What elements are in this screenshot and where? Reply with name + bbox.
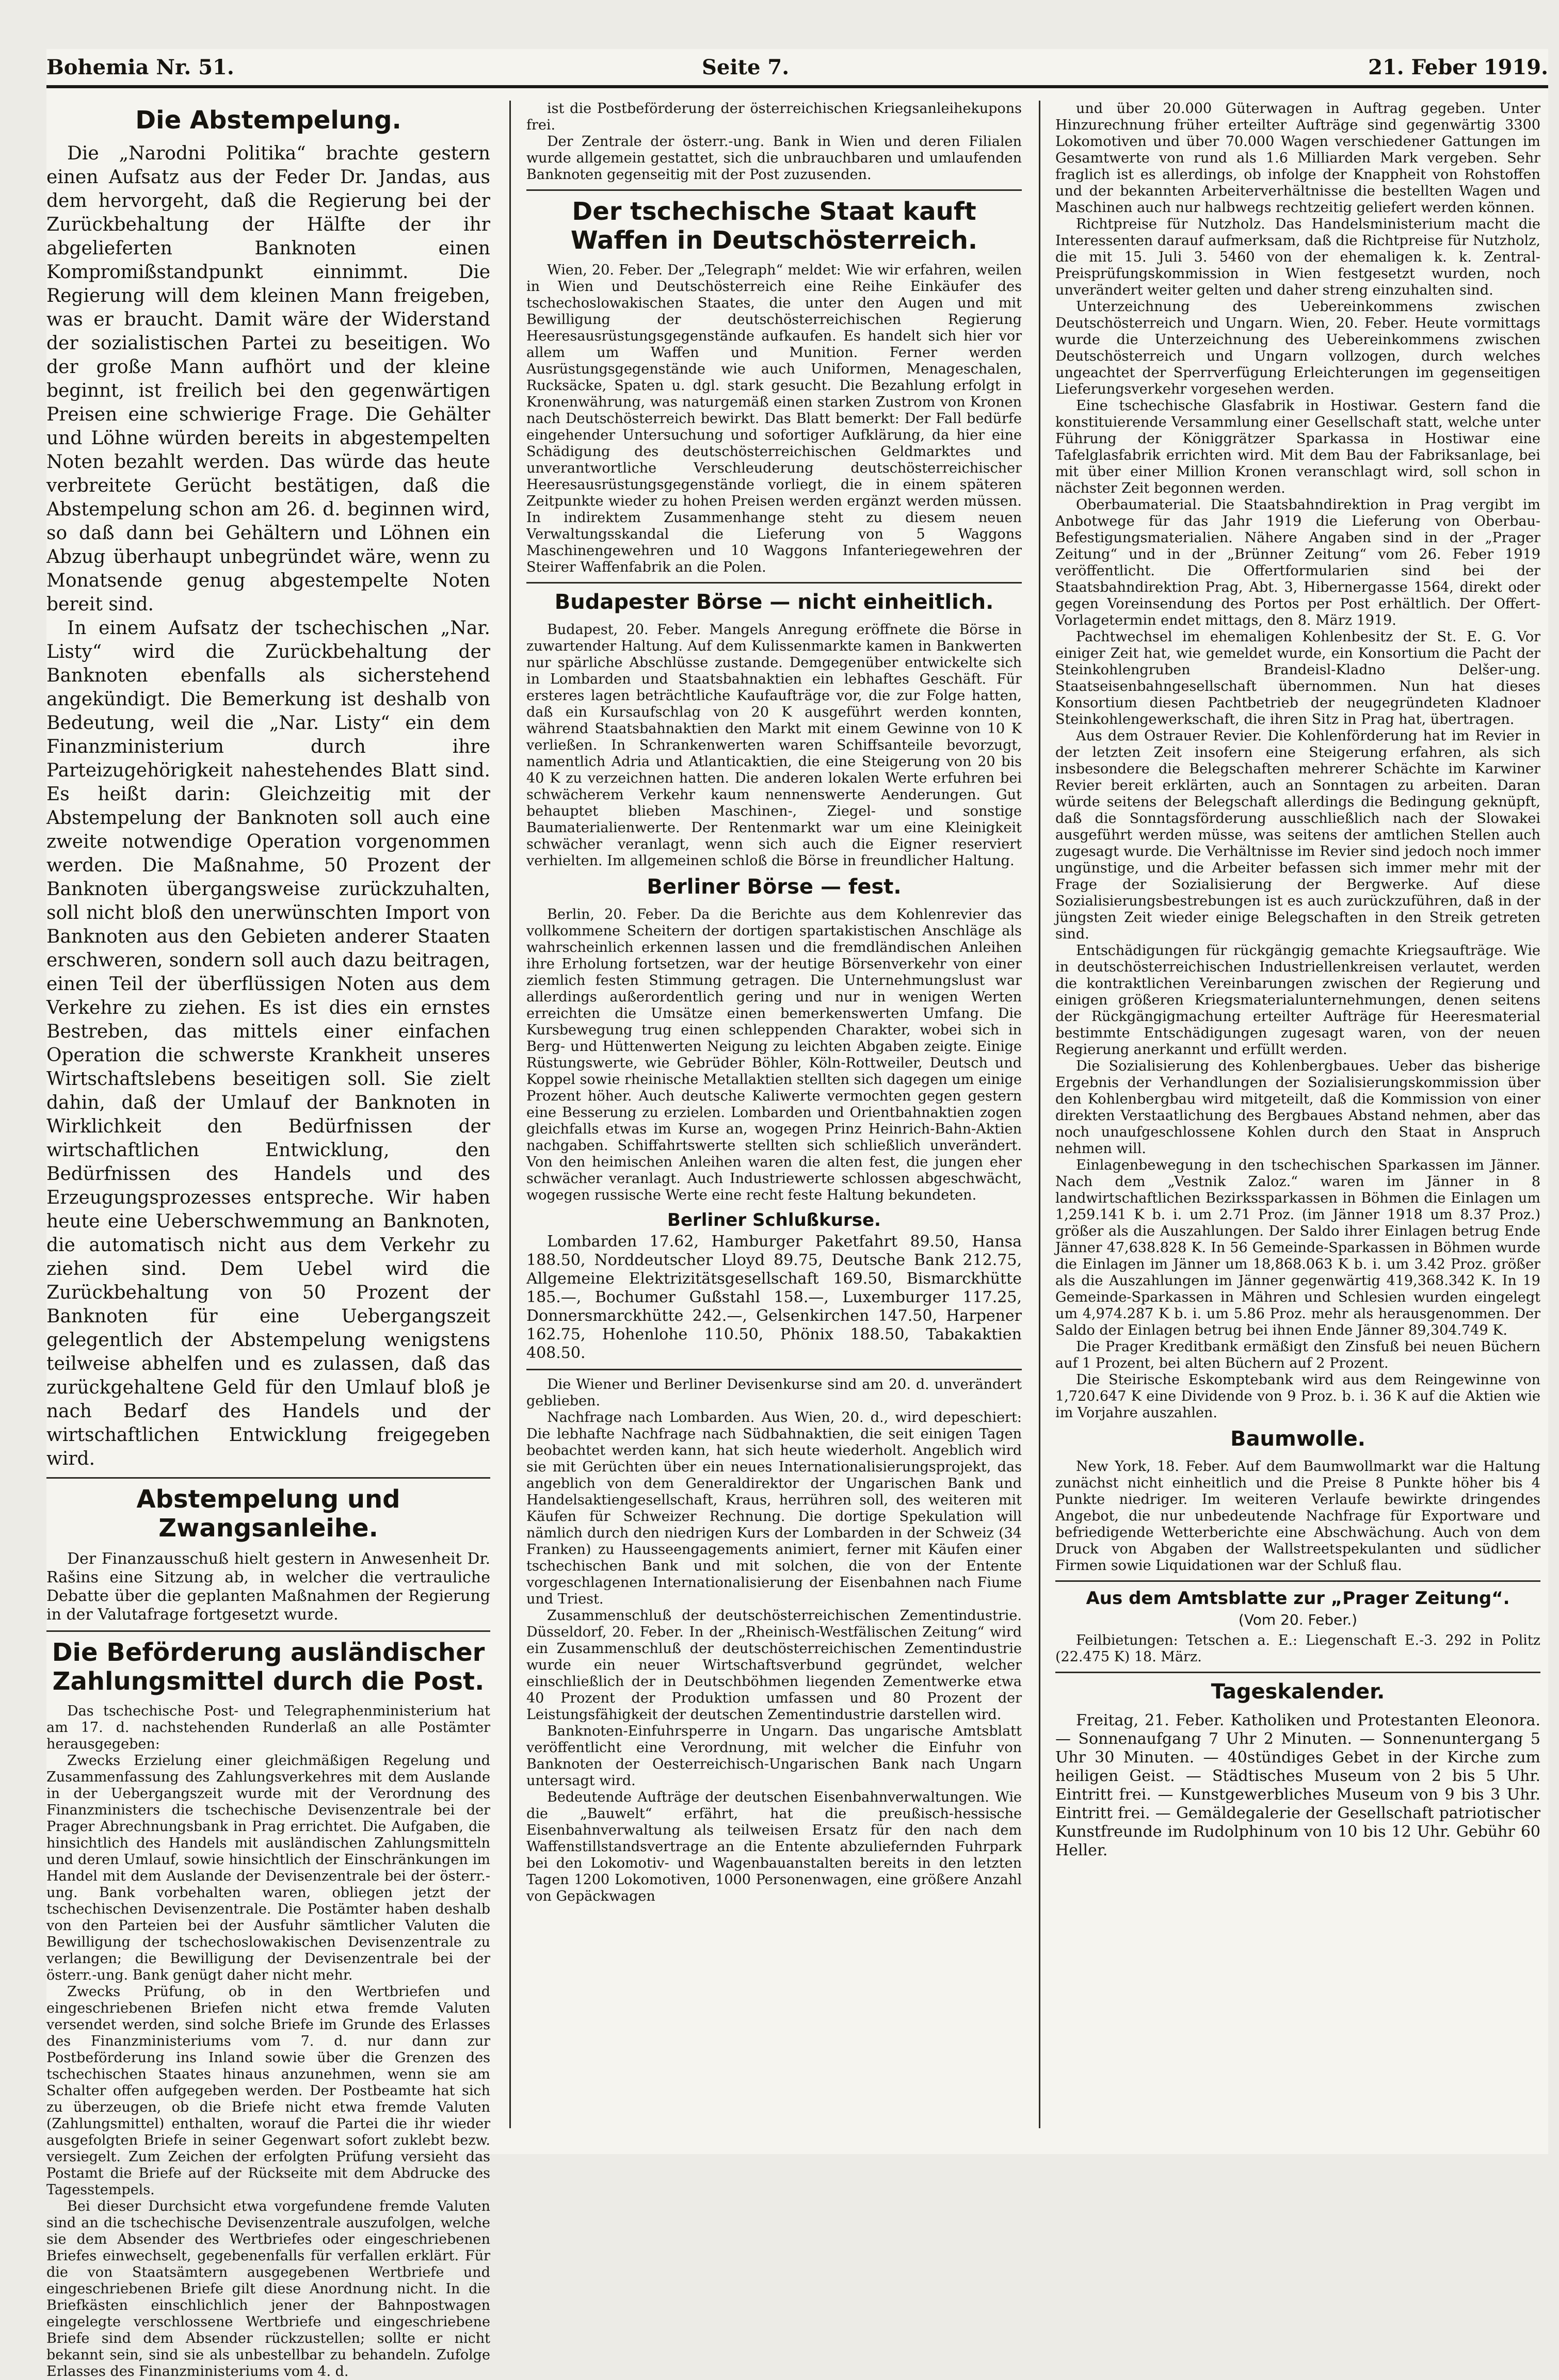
article-paragraph: Zwecks Prüfung, ob in den Wertbriefen und eingeschriebenen Briefen nicht etwa fremde Valuten versendet werden, sind solche Briefe im Grunde des Erlasses des Finanzministeriums vom 7. d. nur dann zur Postbeförderung ins Inland sowie über die Grenzen des tschechischen Staates hinaus anzunehmen, wenn sie am Schalter offen aufgegeben werden. Der Postbeamte hat sich zu überzeugen, ob die Briefe nicht etwa fremde Valuten (Zahlungsmittel) enthalten, worauf die Partei die ihr wieder ausgefolgten Briefe in seiner Gegenwart sofort zuklebt bezw. versiegelt. Zum Zeichen der erfolgten Prüfung versieht das Postamt die Briefe auf der Rückseite mit dem Abdrucke des Tagesstempels. [46,1984,490,2198]
masthead-page-number: Seite 7. [702,55,790,79]
article-paragraph: Die Prager Kreditbank ermäßigt den Zinsfuß bei neuen Büchern auf 1 Prozent, bei alten Büchern auf 2 Prozent. [1055,1339,1540,1371]
article-paragraph: Bei dieser Durchsicht etwa vorgefundene fremde Valuten sind an die tschechische Devisenzentrale auszufolgen, welche sie dem Absender des Wertbriefes oder eingeschriebenen Briefes einwechselt, gegebenenfalls für verfallen erklärt. Für die von Staatsämtern ausgegebenen Wertbriefe und eingeschriebenen Briefe gilt diese Anordnung nicht. In die Briefkästen einschlichlich jener der Bahnpostwagen eingelegte verschlossene Wertbriefe und eingeschriebene Briefe sind dem Absender rückzustellen; sollte er nicht bekannt sein, sind sie als unbestellbar zu behandeln. Zufolge Erlasses des Finanzministeriums vom 4. d. [46,2198,490,2379]
article-paragraph: Wien, 20. Feber. Der „Telegraph“ meldet: Wie wir erfahren, weilen in Wien und Deutschösterreich eine Reihe Einkäufer des tschechoslowakischen Staates, die unter den Augen und mit Bewilligung der deutschösterreichischen Regierung Heeresausrüstungsgegenstände aufkaufen. Es handelt sich hier vor allem um Waffen und Munition. Ferner werden Ausrüstungsgegenstände wie auch Uniformen, Menageschalen, Rucksäcke, Spaten u. dgl. stark gesucht. Die Bezahlung erfolgt in Kronenwährung, was naturgemäß einen starken Zustrom von Kronen nach Deutschösterreich bewirkt. Das Blatt bemerkt: Der Fall bedürfe eingehender Untersuchung und sofortiger Aufklärung, da hier eine Schädigung des deutschösterreichischen Geldmarktes und unverantwortliche Verschleuderung deutschösterreichischer Heeresausrüstungsgegenstände vorliegt, die in einem späteren Zeitpunkte wieder zu hohen Preisen werden ergänzt werden müssen. In indirektem Zusammenhange steht zu diesem neuen Verwaltungsskandal die Lieferung von 5 Waggons Maschinengewehren und 10 Waggons Infanteriegewehren der Steirer Waffenfabrik an die Polen. [526,262,1022,575]
article-paragraph: New York, 18. Feber. Auf dem Baumwollmarkt war die Haltung zunächst nicht einheitlich und die Preise 8 Punkte höher bis 4 Punkte niedriger. Im weiteren Verlaufe bewirkte dringendes Angebot, die nur unbedeutende Nachfrage für Exportware und befriedigende Wetterberichte eine Abschwächung. Auch von dem Druck von Abgaben der Wallstreetspekulanten und südlicher Firmen sowie Liquidationen war der Schluß flau. [1055,1459,1540,1574]
column-1 [46,101,490,2379]
article-paragraph: Pachtwechsel im ehemaligen Kohlenbesitz der St. E. G. Vor einiger Zeit hat, wie gemeldet wurde, ein Konsortium die Pacht der Steinkohlengruben Brandeisl-Kladno Delšer-ung. Staatseisenbahngesellschaft übernommen. Nun hat dieses Konsortium diesen Pachtbetrieb der neugegründeten Kladnoer Steinkohlengewerkschaft, die ihren Sitz in Prag hat, übertragen. [1055,629,1540,727]
article-dateline: (Vom 20. Feber.) [1238,1611,1358,1628]
article-paragraph: Einlagenbewegung in den tschechischen Sparkassen im Jänner. Nach dem „Vestnik Zaloz.“ waren im Jänner in 8 landwirtschaftlichen Bezirkssparkassen in Böhmen die Einlagen um 1,259.141 K b. i. um 2.71 Proz. (im Jänner 1918 um 8.37 Proz.) größer als die Auszahlungen. Der Saldo ihrer Einlagen betrug Ende Jänner 47,638.828 K. In 56 Gemeinde-Sparkassen in Böhmen wurde die Einlagen im Jänner um 18,868.063 K b. i. um 3.42 Proz. größer als die Auszahlungen im Jänner gegenwärtig 419,368.342 K. In 19 Gemeinde-Sparkassen in Mähren und Schlesien wurden eingelegt um 4,974.287 K b. i. um 5.86 Proz. mehr als herausgenommen. Der Saldo der Einlagen betrug bei ihnen Ende Jänner 89,304.749 K. [1055,1157,1540,1338]
section-divider [526,1369,1022,1370]
article-paragraph: Berlin, 20. Feber. Da die Berichte aus dem Kohlenrevier das vollkommene Scheitern der dortigen spartakistischen Anschläge als wahrscheinlich erkennen lassen und die fremdländischen Anleihen ihre Erholung fortsetzen, war der heutige Börsenverkehr von einer ziemlich festen Stimmung getragen. Die Unternehmungslust war allerdings außerordentlich gering und nur in wenigen Werten erreichten die Umsätze einen bemerkenswerten Umfang. Die Kursbewegung trug einen schleppenden Charakter, wobei sich in Berg- und Hüttenwerten Neigung zu leichten Abgaben zeigte. Einige Rüstungswerte, wie Gebrüder Böhler, Köln-Rottweiler, Deutsch und Koppel sowie rheinische Metallaktien stellten sich dagegen um einige Prozent höher. Auch deutsche Kaliwerte vermochten gegen gestern eine Besserung zu erzielen. Lombarden und Orientbahnaktien zogen gleichfalls etwas im Kurse an, wogegen Prinz Heinrich-Bahn-Aktien nachgaben. Schiffahrtswerte stellten sich schließlich unverändert. Von den heimischen Anleihen waren die alten fest, die jungen eher schwächer veranlagt. Auch Industriewerte schlossen abgeschwächt, wogegen russische Werte eine recht feste Haltung bekundeten. [526,906,1022,1203]
section-divider [1055,1672,1540,1673]
article-subheading: Berliner Schlußkurse. [667,1210,881,1231]
article-headline: Abstempelung und Zwangsanleihe. [136,1485,400,1543]
article-paragraph: Nachfrage nach Lombarden. Aus Wien, 20. d., wird depeschiert: Die lebhafte Nachfrage nach Südbahnaktien, die seit einigen Tagen beobachtet werden kann, hat sich heute wiederholt. Angeblich wird sie mit Gerüchten über ein neues Internationalisierungsprojekt, das angeblich von dem Generaldirektor der Ungarischen Bank und Handelsaktiengesellschaft, Kraus, herrühren soll, des weiteren mit Käufen für Schweizer Rechnung. Die dortige Spekulation will nämlich durch den niedrigen Kurs der Lombarden in der Schweiz (34 Franken) zu Hausseengagements animiert, ferner mit Käufen einer tschechischen Bank und mit solchen, die von der Entente vorgeschlagenen Internationalisierung der Eisenbahnen nach Fiume und Triest. [526,1410,1022,1607]
article-paragraph: Die „Narodni Politika“ brachte gestern einen Aufsatz aus der Feder Dr. Jandas, aus dem hervorgeht, daß die Regierung bei der Zurückbehaltung der Hälfte der ihr abgelieferten Banknoten einen Kompromißstandpunkt einnimmt. Die Regierung will dem kleinen Mann freigeben, was er braucht. Damit wäre der Widerstand der sozialistischen Partei zu beseitigen. Wo der große Mann aufhört und der kleine beginnt, ist freilich bei den gegenwärtigen Preisen eine schwierige Frage. Die Gehälter und Löhne würden bereits in abgestempelten Noten bezahlt werden. Das würde das heute verbreitete Gerücht bestätigen, daß die Abstempelung schon am 26. d. beginnen wird, so daß dann bei Gehältern und Löhnen ein Abzug überhaupt unbegründet wäre, wenn zu Monatsende genug abgestempelte Noten bereit sind. [46,143,490,615]
section-divider [46,1630,490,1632]
article-paragraph: Die Wiener und Berliner Devisenkurse sind am 20. d. unverändert geblieben. [526,1377,1022,1409]
column-2 [526,101,1022,2144]
article-paragraph: Unterzeichnung des Uebereinkommens zwischen Deutschösterreich und Ungarn. Wien, 20. Feber. Heute vormittags wurde die Unterzeichnung des Uebereinkommens zwischen Deutschösterreich und Ungarn vollzogen, durch welches ungeachtet der Sperrverfügung Erleichterungen im gegenseitigen Lieferungsverkehr vorgesehen werden. [1055,299,1540,397]
calendar-text: Freitag, 21. Feber. Katholiken und Protestanten Eleonora. — Sonnenaufgang 7 Uhr 2 Minuten. — Sonnenuntergang 5 Uhr 30 Minuten. — 40stündiges Gebet in der Kirche zum heiligen Geist. — Städtisches Museum von 2 bis 5 Uhr. Eintritt frei. — Kunstgewerbliches Museum von 9 bis 3 Uhr. Eintritt frei. — Gemäldegalerie der Gesellschaft patriotischer Kunstfreunde im Rudolphinum von 10 bis 12 Uhr. Gebühr 60 Heller. [1055,1711,1540,1859]
article-paragraph: Das tschechische Post- und Telegraphenministerium hat am 17. d. nachstehenden Runderlaß an alle Postämter herausgegeben: [46,1703,490,1752]
section-divider [526,189,1022,191]
article-paragraph: Die Steirische Eskomptebank wird aus dem Reingewinne von 1,720.647 K eine Dividende von 9 Proz. b. i. 36 K auf die Aktien wie im Vorjahre auszahlen. [1055,1372,1540,1421]
article-paragraph: Der Finanzausschuß hielt gestern in Anwesenheit Dr. Rašins eine Sitzung ab, in welcher die vertrauliche Debatte über die geplanten Maßnahmen der Regierung in der Valutafrage fortgesetzt wurde. [46,1550,490,1624]
article-headline: Tageskalender. [1211,1680,1385,1704]
article-paragraph: Richtpreise für Nutzholz. Das Handelsministerium macht die Interessenten darauf aufmerksam, daß die Richtpreise für Nutzholz, die mit 15. Juli 3. 5460 von der ehemaligen k. k. Zentral-Preisprüfungskommission in Wien festgesetzt wurden, noch unverändert weiter gelten und daher streng einzuhalten sind. [1055,216,1540,298]
article-headline: Baumwolle. [1230,1427,1365,1451]
article-paragraph: Die Sozialisierung des Kohlenbergbaues. Ueber das bisherige Ergebnis der Verhandlungen der Sozialisierungskommission über den Kohlenbergbau wird mitgeteilt, daß die Kommission von einer direkten Verstaatlichung des Bergbaues Abstand nehmen, aber das noch unaufgeschlossene Kohlen durch den Staat in Anspruch nehmen will. [1055,1058,1540,1157]
article-paragraph: Banknoten-Einfuhrsperre in Ungarn. Das ungarische Amtsblatt veröffentlicht eine Verordnung, mit welcher die Einfuhr von Banknoten der Oesterreichisch-Ungarischen Bank nach Ungarn untersagt wird. [526,1723,1022,1789]
article-headline: Budapester Börse — nicht einheitlich. [554,590,994,614]
column-3 [1055,101,1540,2144]
article-paragraph: Eine tschechische Glasfabrik in Hostiwar. Gestern fand die konstituierende Versammlung einer Gesellschaft statt, welche unter Führung der Königgrätzer Sparkassa in Hostiwar eine Tafelglasfabrik errichten wird. Mit dem Bau der Fabriksanlage, bei mit über einer Million Kronen veranschlagt wird, soll schon in nächster Zeit begonnen werden. [1055,398,1540,496]
article-paragraph: Zwecks Erzielung einer gleichmäßigen Regelung und Zusammenfassung des Zahlungsverkehres mit dem Auslande in der Uebergangszeit wurde mit der Verordnung des Finanzministers die tschechische Devisenzentrale bei der Prager Abrechnungsbank in Prag errichtet. Die Aufgaben, die hinsichtlich des Handels mit ausländischen Zahlungsmitteln und deren Umlauf, sowie hinsichtlich der Einschränkungen im Handel mit dem Auslande der Devisenzentrale bei der österr.-ung. Bank vorbehalten waren, obliegen jetzt der tschechischen Devisenzentrale. Die Postämter haben deshalb von den Parteien bei der Ausfuhr sämtlicher Valuten die Bewilligung der tschechoslowakischen Devisenzentrale zu verlangen; die Bewilligung der Devisenzentrale bei der österr.-ung. Bank genügt daher nicht mehr. [46,1753,490,1983]
masthead-date: 21. Feber 1919. [1368,55,1548,79]
article-headline: Berliner Börse — fest. [647,875,902,899]
article-headline: Die Beförderung ausländischer Zahlungsmittel durch die Post. [52,1638,485,1696]
article-paragraph: In einem Aufsatz der tschechischen „Nar. Listy“ wird die Zurückbehaltung der Banknoten ebenfalls als sicherstehend angekündigt. Die Bemerkung ist deshalb von Bedeutung, weil die „Nar. Listy“ ein dem Finanzministerium durch ihre Parteizugehörigkeit nahestehendes Blatt sind. Es heißt darin: Gleichzeitig mit der Abstempelung der Banknoten soll auch eine zweite notwendige Operation vorgenommen werden. Die Maßnahme, 50 Prozent der Banknoten übergangsweise zurückzuhalten, soll nicht bloß den unerwünschten Import von Banknoten aus den Gebieten anderer Staaten erschweren, sondern soll auch dazu beitragen, einen Teil der überflüssigen Noten aus dem Verkehre zu ziehen. Es ist dies ein ernstes Bestreben, das mittels einer einfachen Operation die schwerste Krankheit unseres Wirtschaftslebens beseitigen soll. Sie zielt dahin, daß der Umlauf der Banknoten in Wirklichkeit den Bedürfnissen der wirtschaftlichen Entwicklung, den Bedürfnissen des Handels und des Erzeugungsprozesses entspreche. Wir haben heute eine Ueberschwemmung an Banknoten, die automatisch nicht aus dem Verkehr zu ziehen sind. Dem Uebel wird die Zurückbehaltung von 50 Prozent der Banknoten für eine Uebergangszeit gelegentlich der Abstempelung wenigstens teilweise abhelfen und es zulassen, daß das zurückgehaltene Geld für den Umlauf bloß je nach Bedarf des Handels und der wirtschaftlichen Entwicklung freigegeben wird. [46,618,490,1469]
stock-prices: Lombarden 17.62, Hamburger Paketfahrt 89.50, Hansa 188.50, Norddeutscher Lloyd 89.75, Deutsche Bank 212.75, Allgemeine Elektrizitätsgesellschaft 169.50, Bismarckhütte 185.—, Bochumer Gußstahl 158.—, Luxemburger 117.25, Donnersmarckhütte 242.—, Gelsenkirchen 147.50, Harpener 162.75, Hohenlohe 110.50, Phönix 188.50, Tabakaktien 408.50. [526,1233,1022,1362]
article-paragraph: Zusammenschluß der deutschösterreichischen Zementindustrie. Düsseldorf, 20. Feber. In der „Rheinisch-Westfälischen Zeitung“ wird ein Zusammenschluß der deutschösterreichischen Zementindustrie wurde ein neuer Wirtschaftsverbund gegründet, welcher einschließlich der in Deutschböhmen liegenden Zementwerke etwa 40 Prozent der Produktion umfassen und 80 Prozent der Leistungsfähigkeit der deutschen Zementindustrie darstellen wird. [526,1608,1022,1723]
newspaper-page [46,49,1548,2379]
article-headline: Der tschechische Staat kauft Waffen in Deutschösterreich. [570,197,978,255]
article-headline: Die Abstempelung. [135,106,401,135]
section-divider [1055,1580,1540,1582]
masthead [46,49,1548,88]
section-divider [46,1477,490,1479]
article-paragraph: Entschädigungen für rückgängig gemachte Kriegsaufträge. Wie in deutschösterreichischen Industriellenkreisen verlautet, werden die kontraktlichen Vereinbarungen zwischen der Regierung und einigen größeren Kriegsmaterialunternehmungen, denen seitens der Rückgängigmachung erteilter Aufträge für Heeresmaterial bestimmte Entschädigungen zugesagt waren, von der neuen Regierung anerkannt und erfüllt werden. [1055,943,1540,1058]
article-paragraph: Oberbaumaterial. Die Staatsbahndirektion in Prag vergibt im Anbotwege für das Jahr 1919 die Lieferung von Oberbau-Befestigungsmaterialien. Nähere Angaben sind in der „Prager Zeitung“ und in der „Brünner Zeitung“ vom 26. Feber 1919 veröffentlicht. Die Offertformularien sind bei der Staatsbahndirektion Prag, Abt. 3, Hibernergasse 1564, direkt oder gegen Voreinsendung des Portos per Post erhältlich. Der Offert-Vorlagetermin endet mittags, den 8. März 1919. [1055,497,1540,628]
article-paragraph: ist die Postbeförderung der österreichischen Kriegsanleihekupons frei. [526,101,1022,133]
article-paragraph: Bedeutende Aufträge der deutschen Eisenbahnverwaltungen. Wie die „Bauwelt“ erfährt, hat die preußisch-hessische Eisenbahnverwaltung als teilweisen Ersatz für den nach dem Waffenstillstandsvertrage an die Entente abzuliefernden Fuhrpark bei den Lokomotiv- und Wagenbauanstalten bereits in den letzten Tagen 1200 Lokomotiven, 1000 Personenwagen, eine größere Anzahl von Gepäckwagen [526,1789,1022,1904]
article-subheading: Aus dem Amtsblatte zur „Prager Zeitung“. [1086,1588,1510,1609]
article-paragraph: Feilbietungen: Tetschen a. E.: Liegenschaft E.-3. 292 in Politz (22.475 K) 18. März. [1055,1632,1540,1665]
article-paragraph: Der Zentrale der österr.-ung. Bank in Wien und deren Filialen wurde allgemein gestattet, sich die unbrauchbaren und umlaufenden Banknoten gegenseitig mit der Post zuzusenden. [526,134,1022,183]
masthead-issue: Bohemia Nr. 51. [46,55,234,79]
column-rule [1039,101,1040,2128]
section-divider [526,582,1022,584]
article-paragraph: Budapest, 20. Feber. Mangels Anregung eröffnete die Börse in zuwartender Haltung. Auf dem Kulissenmarkte kamen in Bankwerten nur spärliche Abschlüsse zustande. Demgegenüber entwickelte sich in Lombarden und Staatsbahnaktien ein lebhaftes Geschäft. Für ersteres lagen beträchtliche Kaufaufträge vor, die zur Folge hatten, daß ein Kursaufschlag von 20 K ausgeführt werden konnten, während Staatsbahnaktien den Markt mit einem Gewinne von 10 K verließen. In Schrankenwerten waren Schiffsanteile bevorzugt, namentlich Adria und Atlanticaktien, die eine Steigerung von 20 bis 40 K zu verzeichnen hatten. Die anderen lokalen Werte erfuhren bei schwächerem Verkehr kaum nennenswerte Aenderungen. Gut behauptet blieben Maschinen-, Ziegel- und sonstige Baumaterialienwerte. Der Rentenmarkt war um eine Kleinigkeit schwächer veranlagt, wenn sich auch die Eigner reserviert verhielten. Im allgemeinen schloß die Börse in freundlicher Haltung. [526,622,1022,869]
article-paragraph: und über 20.000 Güterwagen in Auftrag gegeben. Unter Hinzurechnung früher erteilter Aufträge sind gegenwärtig 3300 Lokomotiven und über 70.000 Wagen verschiedener Gattungen im Gesamtwerte von rund als 1.6 Milliarden Mark vergeben. Sehr fraglich ist es allerdings, ob infolge der Knappheit von Rohstoffen und der bekannten Arbeiterverhältnisse die bestellten Wagen und Maschinen auch nur halbwegs rechtzeitig geliefert werden können. [1055,101,1540,216]
article-paragraph: Aus dem Ostrauer Revier. Die Kohlenförderung hat im Revier in der letzten Zeit insofern eine Steigerung erfahren, als sich insbesondere die Belegschaften mehrerer Schächte im Karwiner Revier bereit erklärten, auch an Sonntagen zu arbeiten. Daran würde seitens der Belegschaft allerdings die Bedingung geknüpft, daß die Sonntagsförderung ausschließlich nach der Slowakei ausgeführt werden müsse, was seitens der amtlichen Stellen auch zugesagt wurde. Die Verhältnisse im Revier sind jedoch noch immer ungünstige, und die Arbeiter befassen sich immer mehr mit der Frage der Sozialisierung der Bergwerke. Auf diese Sozialisierungsbestrebungen ist es auch zurückzuführen, daß in der jüngsten Zeit wieder einige Belegschaften in den Streik getreten sind. [1055,728,1540,942]
column-rule [509,101,511,2128]
